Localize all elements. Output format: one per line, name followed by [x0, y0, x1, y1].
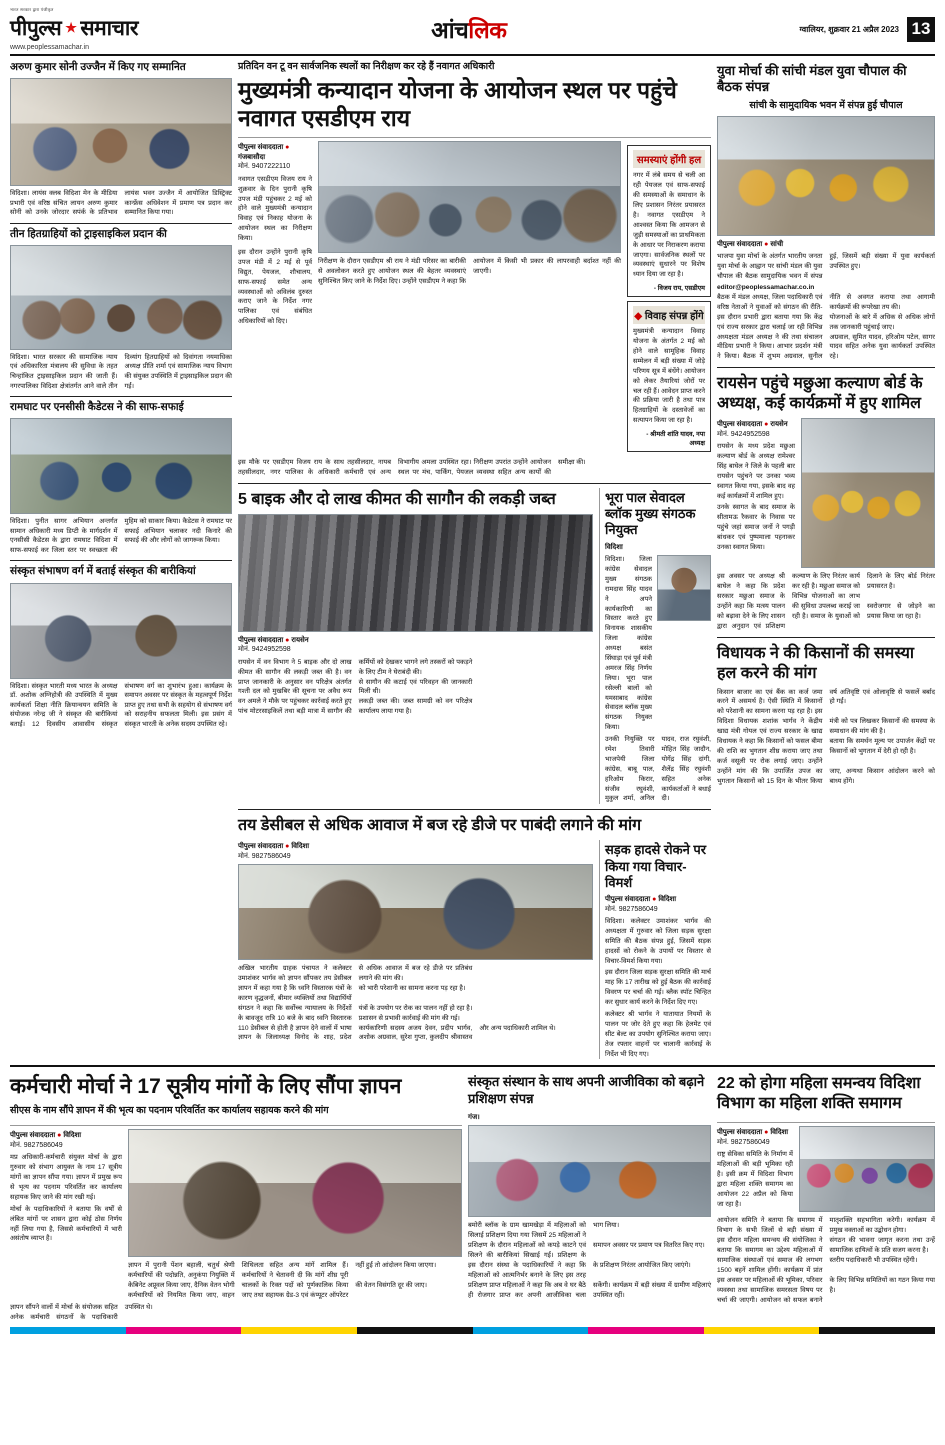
story-dj-headline: तय डेसीबल से अधिक आवाज में बज रहे डीजे पर पाबंदी लगाने की मांग [238, 817, 642, 835]
bottom-right-text-1: राष्ट्र सेविका समिति के निर्माण में महिलाओं की बड़ी भूमिका रही है। इसी क्रम में विदिशा विभाग द्वारा महिला शक्ति समागम का आयोजन 22 अप्रैल को किया जा रहा है। [717, 1151, 793, 1208]
story-bhura-top [605, 555, 711, 733]
center-column [238, 61, 711, 1059]
story-yuva-byline-name: पीपुल्स संवाददाता [717, 240, 763, 248]
tricycle-distribution-photo [10, 245, 232, 350]
story-dj-text-3: संगठन ने कहा कि सर्वोच्च न्यायालय के निर्देशों के बावजूद रात्रि 10 बजे के बाद ध्वनि विस्तारक यंत्रों के उपयोग पर रोक का पालन नहीं हो रहा है। प्रशासन से प्रभावी कार्रवाई की मांग की गई। [238, 1004, 473, 1022]
bottom-left-text-2: मोर्चा के पदाधिकारियों ने बताया कि वर्षों से लंबित मांगों पर शासन द्वारा कोई ठोस निर्णय नहीं लिया गया है, जिससे कर्मचारियों में भारी असंतोष व्याप्त है। [10, 1205, 122, 1243]
bottom-center-text-2: प्रशिक्षण के दौरान महिलाओं को कपड़े काटने एवं सिलने की बारीकियां सिखाई गईं। प्रशिक्षण के समापन अवसर पर प्रमाण पत्र वितरित किए गए। [468, 1242, 705, 1260]
lead-sidebox-block [627, 141, 711, 456]
sidebox-problems-title: समस्याएं होंगी हल [633, 150, 705, 168]
bottom-left-text-4: केबिनेट अप्रूवल किया जाए, दैनिक वेतन भोगी कर्मचारियों को नियमित किया जाए, वाहन चालकों के रिक्त पदों को पूर्णकालिक किया जाए तथा सहायक ग्रेड-3 एवं कंप्यूटर ऑपरेटर की वेतन विसंगति दूर की जाए। [128, 1282, 428, 1300]
mid-row [238, 488, 711, 804]
story-yuva-headline: युवा मोर्चा की सांची मंडल युवा चौपाल की बैठक संपन्न [717, 63, 907, 95]
story-yuva-text-3: इस दौरान प्रभारी द्वारा बताया गया कि केंद्र एवं राज्य सरकार द्वारा चलाई जा रही विभिन्न योजनाओं के बारे में अधिक से अधिक लोगों तक जानकारी पहुंचाई जाए। [717, 313, 935, 331]
sidebox-problems-text: नगर में लंबे समय से चली आ रही पेयजल एवं साफ-सफाई की समस्याओं के समाधान के लिए प्रशासन निरंतर प्रयासरत है। नवागत एसडीएम ने आश्वस्त किया कि आमजन से जुड़ी समस्याओं का प्राथमिकता के आधार पर निराकरण कराया जाएगा। सार्वजनिक स्थलों पर व्यवस्थाएं सुधारने पर विशेष ध्यान दिया जा रहा है। [633, 172, 705, 279]
edition-title-part1: आंच [431, 17, 469, 43]
story-bhura [599, 488, 711, 804]
seized-bikes-photo [238, 514, 593, 632]
story-mla-farmers [717, 642, 935, 787]
story-yuva-morcha [717, 61, 935, 362]
lead-story-body [238, 141, 711, 456]
story-raisen-text-1: रायसेन के मध्य प्रदेश मछुआ कल्याण बोर्ड के अध्यक्ष रामेश्वर सिंह बाघेल ने जिले के पहली बार रायसेन पहुंचने पर उनका भव्य स्वागत किया गया, इसके बाद वह कई कार्यक्रमों में शामिल हुए। [717, 443, 795, 500]
story-yuva-subhead: सांची के सामुदायिक भवन में संपन्न हुई चौपाल [749, 99, 903, 111]
story-raisen-headline: रायसेन पहुंचे मछुआ कल्याण बोर्ड के अध्यक्ष, कई कार्यक्रमों में हुए शामिल [717, 375, 923, 413]
bottom-right-byline: पीपुल्स संवाददाता ● विदिशा मोनं. 9827586049 [717, 1128, 793, 1147]
story-bike-text-3: वन अमले ने मौके पर पहुंचकर कार्रवाई करते हुए पांच मोटरसाइकिलें तथा बड़ी मात्रा में सागौन की लकड़ी जब्त की। जब्त सामग्री को वन परिक्षेत्र कार्यालय लाया गया है। [238, 698, 473, 716]
lead-photo-block [318, 141, 621, 456]
story-bike-text-1: रायसेन में वन विभाग ने 5 बाइक और दो लाख कीमत की सागौन की लकड़ी जब्त की है। वन कर्मियों को देखकर भागने लगे तस्करों को पकड़ने के लिए टीम ने घेराबंदी की। [238, 658, 473, 676]
story-yuva-text-4: अध्यक्षता मंडल अध्यक्ष ने की तथा संचालन मीडिया प्रभारी ने किया। आभार प्रदर्शन मंत्री ने किया। बैठक में शुभम अग्रवाल, सुनील अग्रवाल, सुमित यादव, हरिओम पटेल, सागर यादव सहित अनेक युवा कार्यकर्ता उपस्थित रहे। [717, 333, 935, 361]
bottom-left-byline-name: पीपुल्स संवाददाता [10, 1132, 56, 1140]
story-dj [238, 814, 711, 1059]
bottom-left-headline: कर्मचारी मोर्चा ने 17 सूत्रीय मांगों के लिए सौंपा ज्ञापन [10, 1075, 402, 1099]
website-url[interactable]: www.peoplessamachar.in [10, 44, 89, 51]
women-shakti-samagam-photo [799, 1126, 935, 1212]
story-road-byline-phone: मोनं. 9827586049 [605, 905, 658, 913]
bottom-right-top [717, 1126, 935, 1212]
edition-title [431, 13, 506, 45]
bottom-center-place: गंज। [468, 1113, 480, 1121]
divider [238, 137, 711, 138]
page-number: 13 [907, 17, 935, 42]
story-bike [238, 488, 593, 804]
lead-byline-place: गंजबासौदा [238, 153, 266, 161]
story-dj-text-2: ज्ञापन में कहा गया है कि ध्वनि विस्तारक यंत्रों के कारण वृद्धजनों, बीमार व्यक्तियों तथा विद्यार्थियों को भारी परेशानी का सामना करना पड़ रहा है। [238, 985, 466, 1002]
story-road-byline-place: विदिशा [658, 896, 677, 904]
ncc-cleanliness-drive-photo [10, 418, 232, 514]
story-raisen-text-4: उन्होंने कहा कि मत्स्य पालन को बढ़ावा देने के लिए शासन द्वारा अनुदान एवं प्रशिक्षण की सुविधा उपलब्ध कराई जा रही है। समाज के युवाओं को स्वरोजगार से जोड़ने का प्रयास किया जा रहा है। [717, 602, 935, 630]
story-mla-text-4: उन्होंने मांग की कि उपार्जित उपज का भुगतान किसानों को 15 दिन के भीतर किया जाए, अन्यथा किसान आंदोलन करने को बाध्य होंगे। [717, 767, 935, 785]
story-raisen-text-2: उनके स्वागत के बाद समाज के सीतामऊ रैकवार के निवास पर पहुंचे जहां समाज जनों ने पगड़ी बांधकर एवं पुष्पमाला पहनाकर उनका स्वागत किया। [717, 504, 795, 551]
bottom-right-text-4: सामाजिक संस्थाओं एवं समाज की लगभग 1500 बहनें शामिल होंगी। कार्यक्रम में प्रांत स्तरीय पदाधिकारी भी उपस्थित रहेंगी। [717, 1257, 918, 1274]
story-bike-text-2: प्राप्त जानकारी के अनुसार वन परिक्षेत्र अंतर्गत गश्ती दल को मुखबिर की सूचना पर अवैध रूप से सागौन की कटाई एवं परिवहन की जानकारी मिली थी। [238, 678, 473, 696]
story-raisen-byline: पीपुल्स संवाददाता ● रायसेन मोनं. 9424952598 [717, 420, 795, 439]
bottom-right-story [717, 1072, 935, 1322]
bottom-right-byline-block [717, 1126, 793, 1212]
sidebox-marriage-text: मुख्यमंत्री कन्यादान विवाह योजना के अंतर्गत 2 मई को होने वाले सामूहिक विवाह सम्मेलन में बड़ी संख्या में जोड़े परिणय सूत्र में बंधेंगे। आयोजन को लेकर तैयारियां जोरों पर चल रही हैं। आवेदन प्राप्त करने की प्रक्रिया जारी है तथा पात्र हितग्राहियों के दस्तावेजों का सत्यापन किया जा रहा है। [633, 328, 705, 425]
story-ncc-headline: रामघाट पर एनसीसी कैडेटस ने की साफ-सफाई [10, 401, 184, 414]
story-raisen-byline-block [717, 418, 795, 568]
bottom-center-story [468, 1072, 711, 1322]
lead-story [238, 61, 711, 478]
bottom-left-byline: पीपुल्स संवाददाता ● विदिशा मोनं. 9827586049 [10, 1131, 122, 1150]
masthead-left [10, 7, 138, 51]
edition-date-line: ग्वालियर, शुक्रवार 21 अप्रैल 2023 [799, 24, 899, 34]
story-mla-text-3: विधायक ने कहा कि किसानों को फसल बीमा की राशि का भुगतान शीघ्र कराया जाए तथा कर्ज वसूली पर रोक लगाई जाए। उन्होंने बताया कि समर्थन मूल्य पर उपार्जन केंद्रों पर किसानों को भुगतान में देरी हो रही है। [717, 737, 935, 765]
lead-story-headline: मुख्यमंत्री कन्यादान योजना के आयोजन स्थल पर पहुंचे नवागत एसडीएम राय [238, 77, 677, 132]
right-column [717, 61, 935, 1059]
story-bhura-place: विदिशा [605, 543, 623, 551]
lead-byline-phone: मोनं. 9407222110 [238, 163, 291, 171]
bottom-right-text-5: इस अवसर पर महिलाओं की भूमिका, परिवार व्यवस्था तथा सामाजिक समरसता विषय पर चर्चा की जाएगी। आयोजन को सफल बनाने के लिए विभिन्न समितियों का गठन किया गया है। [717, 1276, 935, 1304]
fishermen-board-chairman-photo [801, 418, 935, 568]
bottom-right-byline-phone: मोनं. 9827586049 [717, 1138, 770, 1146]
bottom-right-text-2: आयोजन समिति ने बताया कि समागम में विभाग के सभी जिलों से बड़ी संख्या में मातृशक्ति सहभागिता करेगी। कार्यक्रम में प्रमुख वक्ताओं का उद्बोधन होगा। [717, 1217, 935, 1235]
publication-logo [10, 14, 138, 42]
bottom-center-text-3: इस दौरान संस्था के पदाधिकारियों ने कहा कि महिलाओं को आत्मनिर्भर बनाने के लिए इस तरह के प्रशिक्षण निरंतर आयोजित किए जाएंगे। [468, 1261, 691, 1279]
masthead-right [800, 17, 935, 42]
story-yuva-byline-place: सांची [770, 240, 784, 248]
masthead [10, 8, 935, 56]
story-award-caption: विदिशा। लायंस क्लब विदिशा मेन के मीडिया प्रभारी एवं वरिष्ठ संचित लायन अरुण कुमार सोनी को उनके जोरदार सपंर्क के प्रतिभाव लायंस भवन उज्जैन में आयोजित डिस्ट्रिक्ट कान्फ्रेंस अधिवेशन में प्रमाण पत्र प्रदान कर सम्मानित किया गया। [10, 190, 232, 217]
bottom-left-byline-block [10, 1129, 122, 1301]
story-award [10, 61, 232, 218]
bottom-center-text-4: प्रशिक्षण प्राप्त महिलाओं ने कहा कि अब वे घर बैठे ही रोजगार प्राप्त कर अपनी आजीविका चला सकेंगी। कार्यक्रम में बड़ी संख्या में ग्रामीण महिलाएं उपस्थित रहीं। [468, 1281, 711, 1299]
story-dj-byline-name: पीपुल्स संवाददाता [238, 843, 284, 851]
story-raisen-photo-block [801, 418, 935, 568]
story-bike-byline-name: पीपुल्स संवाददाता [238, 636, 284, 644]
story-raisen-text-3: इस अवसर पर अध्यक्ष श्री बाघेल ने कहा कि प्रदेश सरकार मछुआ समाज के कल्याण के लिए निरंतर कार्य कर रही है। मछुआ समाज को विभिन्न योजनाओं का लाभ दिलाने के लिए बोर्ड निरंतर प्रयासरत है। [717, 573, 935, 600]
lead-byline: पीपुल्स संवाददाता ● गंजबासौदा मोनं. 9407222110 [238, 143, 312, 171]
divider [10, 560, 232, 561]
story-yuva-text-2: बैठक में मंडल अध्यक्ष, जिला पदाधिकारी एवं वरिष्ठ नेताओं ने युवाओं को संगठन की रीति-नीति से अवगत कराया तथा आगामी कार्यक्रमों की रूपरेखा तय की। [717, 293, 935, 311]
bottom-left-text-5: ज्ञापन सौंपने वालों में मोर्चा के संयोजक सहित अनेक कर्मचारी संगठनों के पदाधिकारी उपस्थित थे। [10, 1303, 153, 1321]
divider [238, 483, 711, 484]
left-column [10, 61, 232, 1059]
divider [10, 223, 232, 224]
story-mla-headline: विधायक ने की किसानों की समस्या हल करने की मांग [717, 644, 915, 682]
award-ceremony-photo [10, 78, 232, 186]
divider [717, 367, 935, 368]
story-bike-byline-phone: मोनं. 9424952598 [238, 646, 291, 654]
lead-byline-name: पीपुल्स संवाददाता [238, 144, 284, 152]
bottom-left-byline-place: विदिशा [63, 1132, 82, 1140]
divider [10, 396, 232, 397]
story-sanskrit-caption: विदिशा। संस्कृत भारती मध्य भारत के अध्यक्ष डॉ. अशोक अग्निहोत्री की उपस्थिति में मुख्य कार्यकर्ता शिक्षा नीति क्रियान्वयन समिति के संयोजक नरेन्द्र जी ने संस्कृत की बारीकियां बताईं। 12 दिवसीय आवासीय संस्कृत संभाषण वर्ग का शुभारंभ हुआ। कार्यक्रम के समापन अवसर पर संस्कृत के महत्वपूर्ण निर्देश प्राप्त हुए तथा सभी के सहयोग से संभाषण वर्ग को सराहनीय सफलता मिली। इस प्रसंग में संस्कृत भारती के अनेक सदस्य उपस्थित रहे। [10, 682, 232, 728]
story-tricycle-headline: तीन हितग्राहियों को ट्राइसाइकिल प्रदान की [10, 227, 167, 240]
edition-title-part2: लिक [468, 17, 507, 43]
bottom-left-story [10, 1072, 462, 1322]
story-bhura-text-2: उनकी नियुक्ति पर रमेश तिवारी भाजपेयी जिला कांग्रेस, बाबू पाल, हरिओम किरार, संजीव रघुवंशी, मुकुल शर्मा, अनिल यादव, राज रघुवंशी, मोहित सिंह जादौन, योगेंद्र सिंह दांगी, शैलेंद्र सिंह रघुवंशी सहित अनेक कार्यकर्ताओं ने बधाई दी। [605, 736, 711, 803]
sanskrit-workshop-photo [10, 583, 232, 679]
bottom-divider [10, 1065, 935, 1067]
memorandum-handover-photo [128, 1129, 462, 1257]
bottom-left-subhead: सीएस के नाम सौंपे ज्ञापन में की भृत्य का पदनाम परिवर्तित कर कार्यालय सहायक करने की मांग [10, 1105, 329, 1117]
logo-word-1: पीपुल्स [10, 17, 62, 40]
sidebox-problems [627, 145, 711, 297]
story-raisen [717, 372, 935, 631]
story-award-headline: अरुण कुमार सोनी उज्जैन में किए गए सम्मानित [10, 61, 186, 73]
story-bike-byline-place: रायसेन [291, 636, 309, 644]
bhura-pal-portrait [657, 555, 711, 621]
story-tricycle-caption: विदिशा। भारत सरकार की सामाजिक न्याय एवं अधिकारिता मंत्रालय की सुविधा के तहत चिन्हांकित ट्राइसाइकिल प्रदान की जाती हैं। नगरपालिका विदिशा क्षेत्रांतर्गत आने वाले तीन दिव्यांग हितग्राहियों को दिवांगता नयमाधिका अध्यक्ष प्रीति शर्मा एवं सामाजिक न्याय विभाग की संयुक्त उपस्थिति में ट्राइसाइकिल प्रदान की गईं। [10, 353, 232, 390]
bottom-left-text-1: मप्र अधिकारी-कर्मचारी संयुक्त मोर्चा के द्वारा गुरुवार को संभाग आयुक्त के नाम 17 सूत्रीय मांगों का ज्ञापन सौंपा गया। ज्ञापन में प्रमुख रूप से भृत्य का पदनाम परिवर्तित कर कार्यालय सहायक किए जाने की मांग रखी गई। [10, 1154, 122, 1201]
skill-training-photo [468, 1125, 711, 1217]
bottom-center-headline: संस्कृत संस्थान के साथ अपनी आजीविका को बढ़ाने प्रशिक्षण संपन्न [468, 1074, 705, 1106]
story-ncc [10, 401, 232, 555]
bottom-center-text-1: बमोरी ब्लॉक के ग्राम खामखेड़ा में महिलाओं को सिलाई प्रशिक्षण दिया गया जिसमें 25 महिलाओं ने भाग लिया। [468, 1222, 620, 1240]
story-bhura-headline: भूरा पाल सेवादल ब्लॉक मुख्य संगठक नियुक्त [605, 489, 696, 538]
story-road-text-2: इस दौरान जिला सड़क सुरक्षा समिति की मार्च माह कि 17 तारीख को हुई बैठक की कार्रवाई विवरण पर चर्चा की गई। ब्लैक स्पॉट चिन्हित कर सुधार कार्य करने के निर्देश दिए गए। [605, 969, 711, 1007]
story-dj-text-1: अखिल भारतीय ग्राहक पंचायत ने कलेक्टर उमाशंकर भार्गव को ज्ञापन सौंपकर तय डेसीबल से अधिक आवाज में बज रहे डीजे पर प्रतिबंध लगाने की मांग की। [238, 965, 473, 983]
bottom-right-byline-place: विदिशा [770, 1129, 789, 1137]
story-mla-text-1: किसान बाजार का एवं बैंक का कर्ज जमा करने में असमर्थ है। ऐसी स्थिति में किसानों को परेशानी का सामना करना पड़ रहा है। इस वर्ष अतिवृष्टि एवं ओलावृष्टि से फसलें बर्बाद हो गईं। [717, 688, 935, 716]
bottom-right-photo-block [799, 1126, 935, 1212]
story-dj-byline: पीपुल्स संवाददाता ● विदिशा मोनं. 9827586049 [238, 842, 593, 861]
editor-email[interactable]: editor@peoplessamachar.co.in [717, 283, 815, 291]
star-icon: ★ [65, 20, 77, 35]
bottom-grid [10, 1072, 935, 1322]
lead-story-overline: प्रतिदिन वन टू वन सार्वजनिक स्थलों का निरीक्षण कर रहे हैं नवागत अधिकारी [238, 61, 495, 72]
sidebox-problems-signature: - विजय राय, एसडीएम [653, 285, 705, 293]
story-raisen-top [717, 418, 935, 568]
logo-word-2: समाचार [80, 17, 138, 40]
story-road-byline-name: पीपुल्स संवाददाता [605, 896, 651, 904]
story-mla-text-2: विदिशा विधायक शशांक भार्गव ने केंद्रीय खाद्य मंत्री गोयल एवं राज्य सरकार के खाद्य मंत्री को पत्र लिखकर किसानों की समस्या के समाधान की मांग की है। [717, 718, 935, 736]
lead-text-p1: नवागत एसडीएम विजय राय ने शुक्रवार के दिन पुरानी कृषि उपज मंडी पहुंचकर 2 मई को होने वाले मुख्यमंत्री कन्यादान विवाह एवं निकाह योजना के आयोजन स्थल का निरीक्षण किया। [238, 175, 312, 243]
divider [717, 637, 935, 638]
story-road-text-1: विदिशा। कलेक्टर उमाशंकर भार्गव की अध्यक्षता में गुरुवार को जिला सड़क सुरक्षा समिति की बैठक संपन्न हुई, जिसमें सड़क हादसों को रोकने के उपायों पर विस्तार से विचार-विमर्श किया गया। [605, 918, 711, 965]
sidebox-marriage [627, 301, 711, 452]
story-raisen-byline-phone: मोनं. 9424952598 [717, 430, 770, 438]
story-bike-headline: 5 बाइक और दो लाख कीमत की सागौन की लकड़ी जब्त [238, 490, 556, 508]
bottom-left-text-3: ज्ञापन में पुरानी पेंशन बहाली, चतुर्थ श्रेणी कर्मचारियों की पदोन्नति, अनुकंपा नियुक्ति में शिथिलता सहित अन्य मांगें शामिल हैं। कर्मचारियों ने चेतावनी दी कि मांगें शीघ्र पूरी नहीं हुईं तो आंदोलन किया जाएगा। [128, 1262, 437, 1280]
registration-color-strip [10, 1327, 935, 1334]
story-raisen-byline-place: रायसेन [770, 421, 788, 429]
story-yuva-text-1: भाजपा युवा मोर्चा के अंतर्गत भारतीय जनता युवा मोर्चा के आह्वान पर सांची मंडल की युवा चौपाल की बैठक सामुदायिक भवन में संपन्न हुई, जिसमें बड़ी संख्या में युवा कार्यकर्ता उपस्थित हुए। [717, 253, 935, 281]
dj-memorandum-photo [238, 864, 593, 960]
story-raisen-byline-name: पीपुल्स संवाददाता [717, 421, 763, 429]
story-dj-body [238, 840, 711, 1059]
sidebox-marriage-signature: - श्रीमती शांति यादव, नपा अध्यक्ष [646, 431, 705, 448]
story-bike-byline: पीपुल्स संवाददाता ● रायसेन मोनं. 9424952598 [238, 636, 593, 655]
main-content-grid [10, 61, 935, 1059]
divider [717, 1122, 935, 1123]
story-road-text-3: कलेक्टर श्री भार्गव ने यातायात नियमों के पालन पर जोर देते हुए कहा कि हेलमेट एवं सीट बेल्ट का उपयोग सुनिश्चित कराया जाए। तेज रफ्तार वाहनों पर चालानी कार्रवाई के निर्देश भी दिए गए। [605, 1011, 711, 1058]
sidebox-marriage-title-text: विवाह संपन्न होंगे [644, 311, 704, 323]
lead-text-p4: इस मौके पर एसडीएम विजय राय के साथ तहसीलदार, नायब तहसीलदार, नगर पालिका के अधिकारी कर्मचारी एवं अन्य विभागीय अमला उपस्थित रहा। निरीक्षण उपरांत उन्होंने आयोजन स्थल पर मंच, पार्किंग, पेयजल व्यवस्था सहित अन्य कार्यों की समीक्षा की। [238, 459, 586, 477]
lead-text-p3: निरीक्षण के दौरान एसडीएम श्री राय ने मंडी परिसर का बारीकी से अवलोकन करते हुए आयोजन स्थल की बेहतर व्यवस्थाएं सुनिश्चित किए जाने के निर्देश दिए। उन्होंने एसडीएम ने कहा कि आयोजन में किसी भी प्रकार की लापरवाही बर्दाश्त नहीं की जाएगी। [318, 258, 621, 286]
story-dj-text-4: 110 डेसीबल से होती है ज्ञापन देने वालों में भाषा ज्ञापन के जिलाध्यक्ष विनोद के शाह, प्रदेश कार्यकारिणी सदस्य अजय देवन, प्रदीप भार्गव, अशोक अग्रवाल, सुरेश गुप्ता, कुलदीप श्रीवास्तव और अन्य पदाधिकारी शामिल थे। [238, 1024, 556, 1042]
bottom-right-byline-name: पीपुल्स संवाददाता [717, 1129, 763, 1137]
story-bhura-text-1: विदिशा। जिला कांग्रेस सेवादल मुख्य संगठक रामदास सिंह यादव ने अपने कार्यकारिणी का विस्तार करते हुए विनायक शासकीय जिला कांग्रेस अध्यक्ष बसंत सिंघाड़ा एवं पूर्व मंत्री अमरज सिंह निर्णय लिया। भूरा पाल रसेल्ली बालों को यमसाबाद कांग्रेस सेवादल ब्लॉक मुख्य संगठक नियुक्त किया। [605, 556, 652, 732]
story-sanskrit [10, 565, 232, 729]
bottom-right-text-3: इस दौरान महिला समन्वय की संयोजिका ने बताया कि समागम का उद्देश्य महिलाओं में संगठन की भावना जागृत करना तथा उन्हें सामाजिक दायित्वों के प्रति सजग करना है। [717, 1237, 935, 1255]
story-road [599, 840, 711, 1059]
story-road-byline: पीपुल्स संवाददाता ● विदिशा मोनं. 9827586049 [605, 895, 711, 914]
sdm-inspection-photo [318, 141, 621, 253]
bottom-left-photo-block [128, 1129, 462, 1301]
masthead-tagline: भारत सरकार द्वारा पंजीकृत [10, 7, 54, 12]
story-road-headline: सड़क हादसे रोकने पर किया गया विचार-विमर्श [605, 842, 707, 890]
masthead-center [431, 13, 506, 45]
lead-byline-block [238, 141, 312, 456]
lead-text-p2: इस दौरान उन्होंने पुरानी कृषि उपज मंडी में 2 मई से पूर्व विद्युत, पेयजल, शौचालय, साफ-सफाई समेत अन्य व्यवस्थाओं को अविलंब दुरुस्त कराए जाने के निर्देश नगर पालिका एवं संबंधित अधिकारियों को दिए। [238, 248, 312, 326]
bottom-left-byline-phone: मोनं. 9827586049 [10, 1141, 63, 1149]
story-sanskrit-headline: संस्कृत संभाषण वर्ग में बताई संस्कृत की बारीकियां [10, 565, 196, 578]
sidebox-marriage-title: ◆ विवाह संपन्न होंगे [633, 306, 705, 324]
divider [238, 809, 711, 810]
bottom-left-body [10, 1129, 462, 1301]
story-tricycle [10, 228, 232, 391]
story-dj-left [238, 840, 593, 1059]
story-ncc-caption: विदिशा। पुनीत सागर अभियान अन्तर्गत सामान अधिकारी मध्य डिप्टी के मार्गदर्शन में एनसीसी कैडेटस के द्वारा रामघाट विदिशा में साफ-सफाई कर जिला स्तर पर स्वच्छता की मुहिम को साकार किया। कैडेटस ने रामघाट पर सफाई अभियान चलाकर नदी किनारे की सफाई की और लोगों को जागरूक किया। [10, 518, 232, 554]
story-yuva-byline: पीपुल्स संवाददाता ● सांची [717, 240, 784, 248]
divider [10, 1125, 462, 1126]
story-dj-byline-place: विदिशा [291, 843, 310, 851]
bottom-right-headline: 22 को होगा महिला समन्वय विदिशा विभाग का महिला शक्ति समागम [717, 1075, 921, 1113]
story-dj-byline-phone: मोनं. 9827586049 [238, 852, 291, 860]
yuva-morcha-meeting-photo [717, 116, 935, 236]
